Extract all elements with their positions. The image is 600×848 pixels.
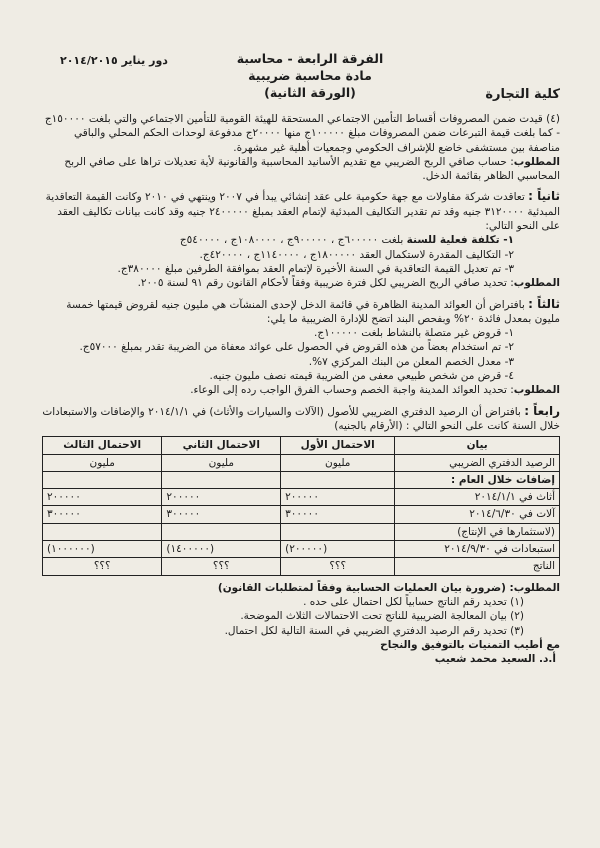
q3-required-text: : تحديد العوائد المدينة واجبة الخصم وحساب الفرق الواجب رده إلى الوعاء. <box>190 384 514 397</box>
q1-item4: (٤) قيدت ضمن المصروفات أقساط التأمين الاجتماعي المستحقة للهيئة القومية للتأمين الاجتماعي والتي بلغت ١٥٠٠٠٠ج - كما بلغت قيمة التبرعات ضمن المصروفات مبلغ ١٠٠٠٠٠ج منها ٢٠٠٠٠ج مدفوعة لوحدات الحكم المحلي والباقي مناصفة بين مستشفى خاضع للإشراف الحكومي وجمعيات أهلية غير مشهرة. <box>44 113 560 154</box>
q4-intro-line <box>42 404 560 434</box>
table-header-cell: الاحتمال الثالث <box>43 437 162 454</box>
q1-required-text: : حساب صافي الربح الضريبي مع تقديم الأسانيد المحاسبية والقانونية لأية تعديلات تراها على صافي الربح المحاسبي الظاهر بقائمة الدخل. <box>64 155 560 183</box>
table-row <box>43 558 560 575</box>
table-cell <box>43 523 162 540</box>
q3-title: ثالثاً : <box>528 296 560 311</box>
table-cell: مليون <box>281 454 395 471</box>
table-cell: ٣٠٠٠٠٠ <box>162 506 281 523</box>
table-row <box>43 489 560 506</box>
table-header-row <box>43 437 560 454</box>
question-2 <box>42 189 560 290</box>
table-row <box>43 471 560 488</box>
table-row-label: استبعادات في ٢٠١٤/٩/٣٠ <box>395 541 560 558</box>
table-header-cell: الاحتمال الأول <box>281 437 395 454</box>
q2-list <box>42 233 560 276</box>
q2-intro: تعاقدت شركة مقاولات مع جهة حكومية على عقد إنشائي يبدأ في ٢٠٠٧ وينتهي في ٢٠١٠ وكانت القيمة التعاقدية المبدئية ٣١٢٠٠٠٠ جنيه وقد تم تقدير التكاليف المبدئية لإتمام العقد بمبلغ ٢٤٠٠٠٠٠ جنيه وقد كانت بيانات تكاليف العقد على النحو التالي: <box>45 191 560 233</box>
q4-required-item: (٣) تحديد رقم الرصيد الدفتري الضريبي في السنة التالية لكل احتمال. <box>224 624 524 637</box>
header-grade: الفرقة الرابعة - محاسبة <box>236 51 384 66</box>
table-cell: (١٤٠٠٠٠٠) <box>162 541 281 558</box>
q2-required-text: : تحديد صافي الربح الضريبي لكل فترة ضريبية وفقاً لأحكام القانون رقم ٩١ لسنة ٢٠٠٥. <box>137 277 514 290</box>
table-header-cell: الاحتمال الثاني <box>162 437 281 454</box>
table-cell: ؟؟؟ <box>43 558 162 575</box>
table-cell <box>43 471 162 488</box>
table-row <box>43 541 560 558</box>
table-cell: ٣٠٠٠٠٠ <box>281 506 395 523</box>
q3-intro-line <box>42 297 560 327</box>
q2-item1-label: ١- تكلفة فعلية للسنة <box>406 234 514 247</box>
header-subject: مادة محاسبة ضريبية <box>248 68 372 83</box>
q4-required-list <box>42 595 560 638</box>
table-cell <box>162 471 281 488</box>
q4-intro: بافتراض أن الرصيد الدفتري الضريبي للأصول (الآلات والسيارات والأثاث) في ٢٠١٤/١/١ والإضافات والاستبعادات خلال السنة كانت على النحو التالي : (الأرقام بالجنيه) <box>42 405 560 432</box>
table-cell <box>281 471 395 488</box>
q2-required <box>42 276 560 290</box>
table-row <box>43 523 560 540</box>
q3-item: ٤- قرض من شخص طبيعي معفى من الضريبة قيمته نصف مليون جنيه. <box>209 370 514 383</box>
table-row-label: أثاث في ٢٠١٤/١/١ <box>395 489 560 506</box>
q4-title: رابعاً : <box>524 403 560 418</box>
table-cell: ؟؟؟ <box>162 558 281 575</box>
q4-required-text: : (ضرورة بيان العمليات الحسابية وفقاً لمتطلبات القانون) <box>217 581 514 594</box>
table-row-label: الرصيد الدفتري الضريبي <box>395 454 560 471</box>
closing-wishes: مع أطيب التمنيات بالتوفيق والنجاح <box>380 638 560 651</box>
q3-required <box>42 383 560 397</box>
table-cell: ٢٠٠٠٠٠ <box>43 489 162 506</box>
table-cell: ؟؟؟ <box>281 558 395 575</box>
table-cell <box>281 523 395 540</box>
q4-required-label: المطلوب <box>513 581 560 594</box>
table-header-cell: بيان <box>395 437 560 454</box>
professor-signature: أ.د. السعيد محمد شعيب <box>434 653 556 666</box>
table-row-label: الناتج <box>395 558 560 575</box>
q2-intro-line <box>42 189 560 233</box>
q2-item1 <box>42 233 514 247</box>
table-cell: (١٠٠٠٠٠٠) <box>43 541 162 558</box>
table-cell <box>162 523 281 540</box>
q2-title: ثانياً : <box>528 189 560 204</box>
q3-required-label: المطلوب <box>513 384 560 397</box>
q1-required <box>42 155 560 184</box>
table-cell: مليون <box>162 454 281 471</box>
table-row-label: (لاستثمارها في الإنتاج) <box>395 523 560 540</box>
question-3 <box>42 297 560 398</box>
q4-required-item: (١) تحديد رقم الناتج حسابياً لكل احتمال على حده . <box>303 595 524 608</box>
table-cell: ٢٠٠٠٠٠ <box>162 489 281 506</box>
table-cell: ٣٠٠٠٠٠ <box>43 506 162 523</box>
header-session: دور يناير ٢٠١٤/٢٠١٥ <box>60 54 168 67</box>
header-college: كلية التجارة <box>485 87 560 102</box>
q4-assets-table <box>42 436 560 575</box>
q3-list <box>42 326 560 383</box>
table-row <box>43 454 560 471</box>
q2-required-label: المطلوب <box>513 277 560 290</box>
table-row-label: إضافات خلال العام : <box>395 471 560 488</box>
header-paper: (الورقة الثانية) <box>264 85 356 100</box>
q3-item: ٣- معدل الخصم المعلن من البنك المركزي ٧%. <box>308 355 514 368</box>
q2-item3: ٣- تم تعديل القيمة التعاقدية في السنة الأخيرة لإتمام العقد بموافقة الطرفين مبلغ ٣٨٠٠٠٠ج. <box>117 262 514 275</box>
q2-item1-text: بلغت ٦٠٠٠٠٠ج ، ٩٠٠٠٠٠ج ، ١٠٨٠٠٠٠ج ، ٥٤٠٠٠٠ج <box>179 234 407 247</box>
q1-required-label: المطلوب <box>513 155 560 168</box>
exam-body <box>42 112 560 666</box>
table-cell: (٢٠٠٠٠٠) <box>281 541 395 558</box>
exam-header <box>60 50 560 110</box>
q4-required <box>42 581 560 595</box>
question-4 <box>42 404 560 638</box>
q3-item: ١- قروض غير متصلة بالنشاط بلغت ١٠٠٠٠٠ج. <box>314 327 514 340</box>
q4-required-item: (٢) بيان المعالجة الضريبية للناتج تحت الاحتمالات الثلاث الموضحة. <box>240 610 524 623</box>
q3-intro: بافتراض أن العوائد المدينة الظاهرة في قائمة الدخل لإحدى المنشآت هي مليون جنيه لقروض قيمتها خمسة مليون بمعدل فائدة ٢٠% وبفحص البند اتضح للإدارة الضريبية ما يلي: <box>66 298 560 325</box>
q2-item2: ٢- التكاليف المقدرة لاستكمال العقد ١٨٠٠٠٠٠ج ، ١١٤٠٠٠٠ج ، ٤٢٠٠٠٠ج. <box>199 248 514 261</box>
table-cell: ٢٠٠٠٠٠ <box>281 489 395 506</box>
table-row <box>43 506 560 523</box>
table-cell: مليون <box>43 454 162 471</box>
table-row-label: آلات في ٢٠١٤/٦/٣٠ <box>395 506 560 523</box>
q3-item: ٢- تم استخدام بعضاً من هذه القروض في الحصول على عوائد معفاة من الضريبة تقدر بمبلغ ٥٧٠٠٠ج. <box>79 341 514 354</box>
